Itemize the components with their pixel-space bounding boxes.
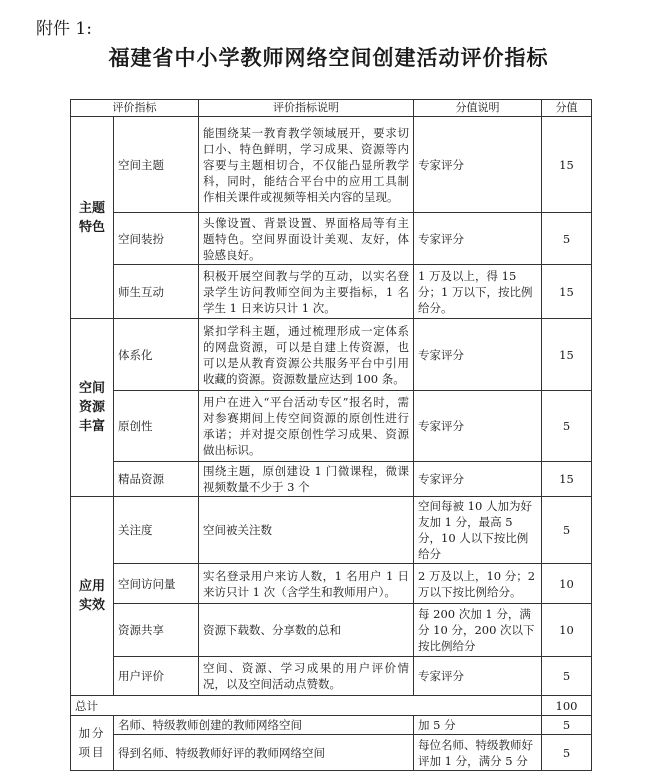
score-cell: 5 [542,657,592,696]
bonus-score-description-cell: 加 5 分 [414,716,542,735]
total-score: 100 [542,696,592,716]
bonus-score-cell: 5 [542,716,592,735]
table-row [71,564,592,604]
header-score: 分值 [542,100,592,117]
header-indicator: 评价指标 [71,100,199,117]
evaluation-table [70,99,592,771]
table-row [71,657,592,696]
attachment-label: 附件 1: [36,19,92,39]
sub-indicator-cell: 空间装扮 [114,213,199,265]
score-cell: 15 [542,462,592,497]
description-cell: 资源下载数、分享数的总和 [199,604,414,657]
table-row [71,213,592,265]
score-description-cell: 每 200 次加 1 分，满分 10 分，200 次以下按比例给分 [414,604,542,657]
score-cell: 5 [542,213,592,265]
score-cell: 15 [542,319,592,391]
bonus-score-cell: 5 [542,735,592,771]
score-cell: 10 [542,564,592,604]
score-description-cell: 专家评分 [414,319,542,391]
sub-indicator-cell: 用户评价 [114,657,199,696]
category-cell: 主题特色 [71,117,114,319]
score-cell: 5 [542,497,592,564]
table-row [71,265,592,319]
table-row [71,604,592,657]
table-header-row [71,100,592,117]
sub-indicator-cell: 空间主题 [114,117,199,213]
sub-indicator-cell: 关注度 [114,497,199,564]
sub-indicator-cell: 师生互动 [114,265,199,319]
description-cell: 积极开展空间教与学的互动，以实名登录学生访问教师空间为主要指标，1 名学生 1 日来访只计 1 次。 [199,265,414,319]
header-description: 评价指标说明 [199,100,414,117]
category-cell: 空间资源丰富 [71,319,114,497]
score-cell: 10 [542,604,592,657]
score-description-cell: 专家评分 [414,657,542,696]
bonus-row [71,735,592,771]
sub-indicator-cell: 原创性 [114,391,199,462]
category-cell: 应用实效 [71,497,114,696]
table-row [71,117,592,213]
score-description-cell: 专家评分 [414,391,542,462]
description-cell: 能围绕某一教育教学领域展开，要求切口小、特色鲜明，学习成果、资源等内容要与主题相切合，不仅能凸显所教学科，同时，能结合平台中的应用工具制作相关课件或视频等相关内容的呈现。 [199,117,414,213]
description-cell: 紧扣学科主题，通过梳理形成一定体系的网盘资源，可以是自建上传资源，也可以是从教育资源公共服务平台中引用收藏的资源。资源数量应达到 100 条。 [199,319,414,391]
score-description-cell: 2 万及以上，10 分；2 万以下按比例给分。 [414,564,542,604]
description-cell: 空间、资源、学习成果的用户评价情况，以及空间活动点赞数。 [199,657,414,696]
header-score-description: 分值说明 [414,100,542,117]
sub-indicator-cell: 资源共享 [114,604,199,657]
score-cell: 15 [542,265,592,319]
table-row [71,497,592,564]
sub-indicator-cell: 体系化 [114,319,199,391]
score-cell: 5 [542,391,592,462]
description-cell: 空间被关注数 [199,497,414,564]
sub-indicator-cell: 精品资源 [114,462,199,497]
description-cell: 用户在进入“平台活动专区”报名时，需对参赛期间上传空间资源的原创性进行承诺；并对提交原创性学习成果、资源做出标识。 [199,391,414,462]
score-description-cell: 专家评分 [414,213,542,265]
bonus-category-cell: 加分项目 [71,716,114,771]
score-cell: 15 [542,117,592,213]
bonus-score-description-cell: 每位名师、特级教师好评加 1 分，满分 5 分 [414,735,542,771]
table-row [71,462,592,497]
score-description-cell: 空间每被 10 人加为好友加 1 分，最高 5 分，10 人以下按比例给分 [414,497,542,564]
bonus-description-cell: 得到名师、特级教师好评的教师网络空间 [114,735,414,771]
sub-indicator-cell: 空间访问量 [114,564,199,604]
table-row [71,319,592,391]
description-cell: 围绕主题，原创建设 1 门微课程，微课视频数量不少于 3 个 [199,462,414,497]
score-description-cell: 1 万及以上，得 15 分；1 万以下，按比例给分。 [414,265,542,319]
document-title: 福建省中小学教师网络空间创建活动评价指标 [108,45,549,70]
description-cell: 头像设置、背景设置、界面格局等有主题特色。空间界面设计美观、友好，体验感良好。 [199,213,414,265]
bonus-description-cell: 名师、特级教师创建的教师网络空间 [114,716,414,735]
description-cell: 实名登录用户来访人数，1 名用户 1 日来访只计 1 次（含学生和教师用户）。 [199,564,414,604]
bonus-row [71,716,592,735]
score-description-cell: 专家评分 [414,462,542,497]
table-row [71,391,592,462]
score-description-cell: 专家评分 [414,117,542,213]
total-row [71,696,592,716]
total-label: 总计 [71,696,542,716]
